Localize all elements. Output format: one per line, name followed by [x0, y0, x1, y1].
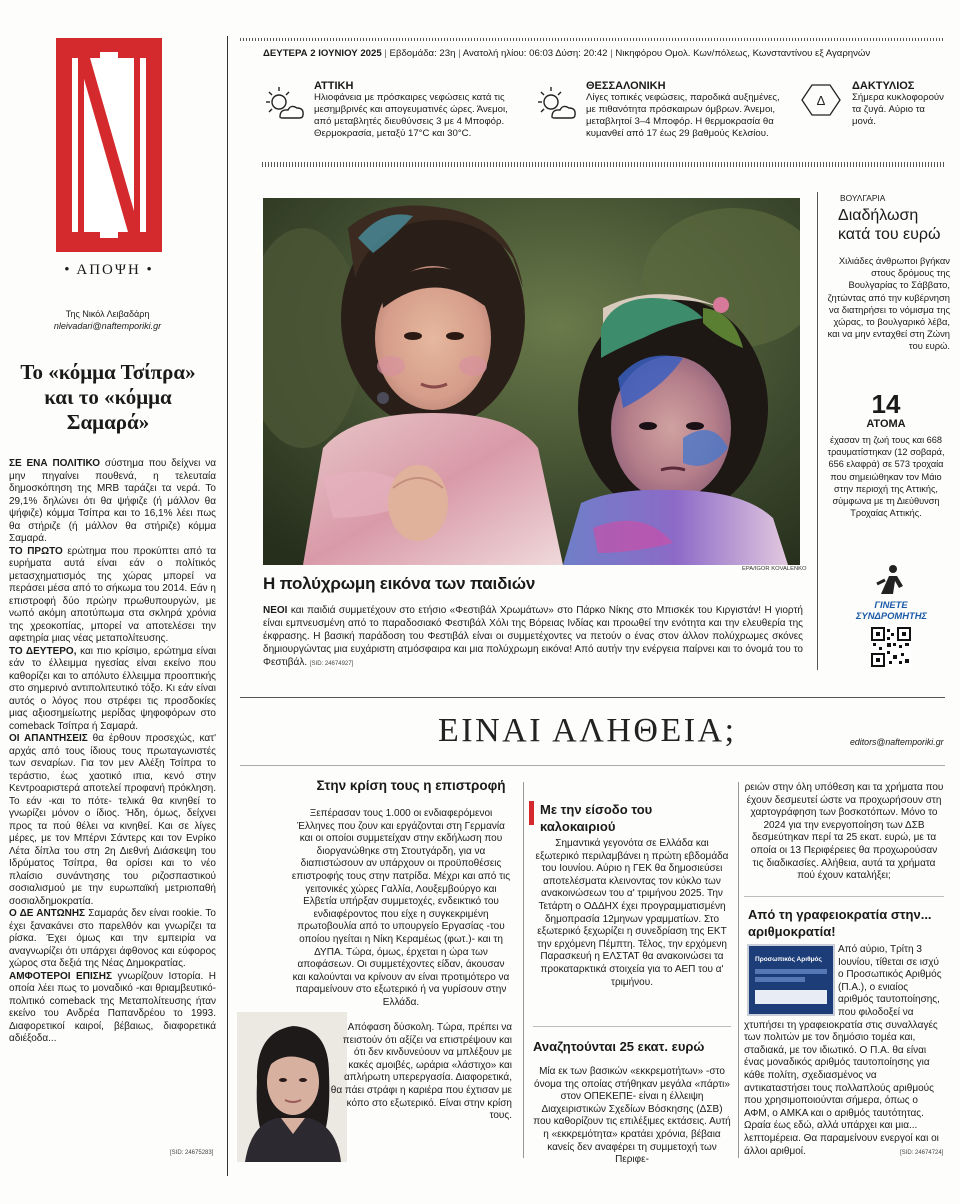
- sun-times: Ανατολή ηλίου: 06:03 Δύση: 20:42: [462, 48, 608, 59]
- truth-email[interactable]: editors@naftemporiki.gr: [850, 737, 944, 747]
- svg-text:Δ: Δ: [816, 93, 826, 108]
- byline-email[interactable]: nleivadari@naftemporiki.gr: [53, 321, 162, 331]
- truth-col2-title2: Αναζητούνται 25 εκατ. ευρώ: [533, 1039, 705, 1054]
- section-label: • ΑΠΟΨΗ •: [64, 262, 154, 278]
- truth-col1-text2: Απόφαση δύσκολη. Τώρα, πρέπει να πειστούν ότι αξίζει να επιστρέψουν και ότι δεν κινδυνεύουν να μπλέξουν με κακές αμοιβές, ωράρια «λάστιχο» και απλήρωτη υπερεργασία. Διαφορετικά, θα πάει στράφι η καριέρα που έχτισαν με κόπο στο εξωτερικό. Είναι στην κρίση τους.: [330, 1022, 512, 1122]
- truth-col3-title: Από τη γραφειοκρατία στην... αριθμοκρατία!: [748, 907, 932, 939]
- stat-block: [826, 390, 946, 519]
- opinion-paragraph: ΣΕ ΕΝΑ ΠΟΛΙΤΙΚΟ σύστημα που δείχνει να μην πηγαίνει πουθενά, η τελευταία δημοσκόπηση της MRB ταράζει τα νερά. Το 29,1% δηλώνει ότι θα ψήφιζε (ή μάλλον θα ψήφιζε) κόμμα Τσίπρα και το 16,1% λέει πως θα στήριζε (ή μάλλον θα στήριζε) κόμμα Σαμαρά.: [9, 458, 216, 544]
- screen-label: Προσωπικός Αριθμός: [755, 956, 822, 963]
- truth-col-divider: [523, 782, 524, 1158]
- section-rule: [240, 697, 945, 698]
- opinion-sid: [SID: 24675283]: [170, 1150, 214, 1156]
- opinion-body: [9, 458, 216, 1046]
- truth-col3-sid: [SID: 24674724]: [900, 1150, 944, 1156]
- weather-region: ΑΤΤΙΚΗ: [314, 80, 354, 92]
- top-dotted-rule: [240, 38, 944, 41]
- sidebar-text: Χιλιάδες άνθρωποι βγήκαν στους δρόμους της Βουλγαρίας το Σάββατο, ζητώντας από την κυβέρνηση να διατηρήσει το νόμισμα της χώρας, το βουλγαρικό λέβα, και να μην ενταχθεί στη Ζώνη του ευρώ.: [827, 255, 950, 352]
- opinion-paragraph: ΤΟ ΔΕΥΤΕΡΟ, και πιο κρίσιμο, ερώτημα είναι εάν το έλλειμμα ηγεσίας είναι εκείνο που καθορίζει και το απόλυτο έλλειμμα προοπτικής στο σημερινό αντιπολιτευτικό τόξο. Κι εάν είναι αυτός ο λόγος που στρέφει τις προσδοκίες μιας αξιοσημείωτης μερίδας ψηφοφόρων στο comeback Τσίπρα ή Σαμαρά.: [9, 645, 216, 732]
- sidebar-title: Διαδήλωση κατά του ευρώ: [838, 207, 941, 243]
- sidebar: [822, 193, 950, 353]
- stat-text: έχασαν τη ζωή τους και 668 τραυματίστηκαν (12 σοβαρά, 656 ελαφρά) σε 573 τροχαία που σημειώθηκαν τον Μάιο στην περιοχή της Αττικής, σύμφωνα με τη Διεύθυνση Τροχαίας Αττικής.: [827, 435, 945, 519]
- opinion-byline: [0, 308, 215, 332]
- section-rule-2: [240, 765, 945, 766]
- subscribe-promo[interactable]: [836, 564, 946, 672]
- column-divider: [227, 36, 228, 1176]
- week: Εβδομάδα: 23η: [389, 48, 456, 59]
- truth-col2-title: Με την είσοδο του καλοκαιριού: [540, 802, 653, 834]
- byline-name: Της Νικόλ Λειβαδάρη: [65, 309, 150, 319]
- truth-col3-text: ρειών στην όλη υπόθεση και τα χρήματα που έχουν δεσμευτεί ώστε να προχωρήσουν στη χαρτογράφηση των βοσκοτόπων. Μόνο το 2024 για την ενεργοποίηση των ΔΣΒ δεσμεύτηκαν περί τα 25 εκατ. ευρώ, με τα οποία οι 13 Περιφέρειες θα προχωρούσαν τις διαδικασίες. Αλήθεια, αυτά τα χρήματα πού έχουν καταλήξει;: [744, 782, 944, 882]
- opinion-paragraph: ΟΙ ΑΠΑΝΤΗΣΕΙΣ θα έρθουν προσεχώς, κατ' αρχάς από τους ίδιους τους πρωταγωνιστές των σεναρίων. Για τον μεν Αλέξη Τσίπρα το τεράστιο, έως χαοτικό ιπια, κενό στην Κεντροαριστερά αποτελεί προφανή πρόκληση. Το εάν -και το πότε- τελικά θα κινηθεί το γνωρίζει μόνον ο ίδιος. Ήδη, όμως, δείχνει προς τα πού θέλει να κινηθεί. Και σε λίγες μέρες, με τον Μπέρνι Σάντερς και τον Ενρίκο Λέτα δίπλα του στη 2η Διεθνή Διάσκεψη του Ιδρύματος Τσίπρα, θα ορίσει και το νέο πλαίσιο συνάντησης του ριζοσπαστικού σοσιαλισμού με την ευρωπαϊκή μετριοπαθή σοσιαλδημοκρατία.: [9, 733, 216, 907]
- weather-text: Λίγες τοπικές νεφώσεις, παροδικά αυξημένες, με πιθανότητα πρόσκαιρων όμβρων. Άνεμοι, μεταβλητοί 3–4 Μποφόρ. Η θερμοκρασία θα κυμανθεί από 17 έως 29 βαθμούς Κελσίου.: [586, 92, 780, 139]
- date-bar: ΔΕΥΤΕΡΑ 2 ΙΟΥΝΙΟΥ 2025 | Εβδομάδα: 23η | Ανατολή ηλίου: 06:03 Δύση: 20:42 | Νικηφόρου Ομολ. Κων/πόλεως, Κωνσταντίνου εξ Αγαρηνών: [263, 48, 871, 59]
- photo-headline: Η πολύχρωμη εικόνα των παιδιών: [263, 574, 536, 593]
- qr-code-icon[interactable]: [871, 627, 911, 667]
- sidebar-kicker: ΒΟΥΛΓΑΡΙΑ: [840, 193, 886, 203]
- photo-credit: EPA/IGOR KOVALENKO: [742, 566, 807, 572]
- truth-col2-text: Σημαντικά γεγονότα σε Ελλάδα και εξωτερικό περιλαμβάνει η πρώτη εβδομάδα του Ιουνίου. Αύριο η ΓΕΚ θα δημοσιεύσει αποτελέσματα κλεινοντας τον κύκλο των ανακοινώσεων του α' τριμήνου 2025. Την Τετάρτη ο ΟΔΔΗΧ έχει προγραμματισμένη δημοπρασία 12μηνων γραμματίων. Στο εξωτερικό ξεχωρίζει η συνεδρίαση της ΕΚΤ την ερχόμενη Πέμπτη. Τέλος, την ερχόμενη Παρασκευή η ΕΛΣΤΑΤ θα ανακοινώσει τα προκαταρκτικά στοιχεία για το ΑΕΠ του α' τριμήνου.: [535, 838, 729, 988]
- weather-region: ΘΕΣΣΑΛΟΝΙΚΗ: [586, 80, 666, 92]
- opinion-paragraph: ΤΟ ΠΡΩΤΟ ερώτημα που προκύπτει από τα ευρήματα αυτά είναι εάν ο πολίτικός μετασχηματισμός της χώρας μπορεί να περάσει μέσα από το σήκωμα του 2014. Εάν η επιστροφή δύο πρώην πρωθυπουργών, με νωπό ακόμη αποτύπωμα στα σκληρά χρόνια της χρεοκοπίας, μπορεί να αποτελέσει την αφετηρία μιας νέας μεταπολίτευσης.: [9, 545, 216, 644]
- truth-col2-text2: Μία εκ των βασικών «εκκρεμοτήτων» -στο όνομα της οποίας στήθηκαν μεγάλα «πάρτι» στον ΟΠΕΚΕΠΕ- είναι η έλλειψη Διαχειριστικών Σχεδίων Βόσκησης (ΔΣΒ) που καθορίζουν τις επιλέξιμες εκτάσεις. Αυτή η «εκκρεμότητα» κρατάει χρόνια, βέβαια κανείς δεν αναφέρει τη συμμετοχή των Περιφε-: [533, 1066, 731, 1166]
- truth-logo: ΕΙΝΑΙ ΑΛΗΘΕΙΑ;: [438, 712, 737, 749]
- stat-number: 14: [871, 389, 901, 419]
- truth-col1-text: Ξεπέρασαν τους 1.000 οι ενδιαφερόμενοι Έλληνες που ζουν και εργάζονται στη Γερμανία και οι οποίοι συμμετείχαν στην εκδήλωση που διοργανώθηκε στη Στουτγάρδη, για να διαπιστώσουν αν υπάρχουν οι προϋποθέσεις επιστροφής τους στην πατρίδα. Μέχρι και από τις γειτονικές χώρες Γαλλία, Λουξεμβούργο και Ελβετία υπήρξαν συμμετοχές, ενδεικτικό του ενδιαφέροντος που είχε η συγκεκριμένη πρωτοβουλία από το υπουργείο Εργασίας -του οποίου ηγείται η Νίκη Κεραμέως (φωτ.)- και τη ΔΥΠΑ. Τώρα, όμως, έρχεται η ώρα των αποφάσεων. Οι συμμετέχοντες είδαν, άκουσαν και καλούνται να κρίνουν αν είναι προτιμότερο να παραμείνουν στο εξωτερικό ή να γυρίσουν στην Ελλάδα.: [291, 808, 511, 1008]
- partly-cloudy-icon: [534, 84, 578, 124]
- photo-sid: [SID: 24674927]: [309, 661, 354, 667]
- col2-red-marker: [529, 801, 534, 825]
- weather-text: Ηλιοφάνεια με πρόσκαιρες νεφώσεις κατά τις μεσημβρινές και απογευματινές ώρες. Άνεμοι, από μεταβλητές διευθύνσεις 3 με 4 Μποφόρ. Θερμοκρασία, μεταξύ 17°C και 30°C.: [314, 92, 508, 139]
- opinion-title: Το «κόμμα Τσίπρα» και το «κόμμα Σαμαρά»: [20, 360, 196, 434]
- opinion-paragraph: ΑΜΦΟΤΕΡΟΙ ΕΠΙΣΗΣ γνωρίζουν Ιστορία. Η οποία λέει πως το μοναδικό -και θριαμβευτικό- πολιτικό comeback της Μεταπολίτευσης ήταν εκείνο του Ανδρέα Παπανδρέου το 1993. Διαφορετικοί καιροί, βέβαιως, διαφορετικά αδιέξοδα...: [9, 970, 216, 1044]
- truth-col1-title: Στην κρίση τους η επιστροφή: [316, 778, 506, 793]
- festival-photo: [263, 198, 800, 565]
- sidebar-divider: [817, 192, 818, 670]
- truth-col-divider-2: [738, 782, 739, 1158]
- name-days: Νικηφόρου Ομολ. Κων/πόλεως, Κωνσταντίνου εξ Αγαρηνών: [615, 48, 871, 59]
- col3-body: Από αύριο, Τρίτη 3 Ιουνίου, τίθεται σε ισχύ ο Προσωπικός Αριθμός (Π.Α.), ο ενιαίος αριθμός ταυτοποίησης, που φιλοδοξεί να χτυπήσει τη γραφειοκρατία στις συναλλαγές των πολιτών με τον δημόσιο τομέα και, σταδιακά, με τον ιδιωτικό. Ο Π.Α. θα είναι ένας μοναδικός αριθμός ταυτοποίησης για κάθε πολίτη, σχεδιασμένος να αντικαταστήσει τους πολλαπλούς αριθμούς που χρησιμοποιούνται σήμερα, όπως ο ΑΦΜ, ο ΑΜΚΑ και ο αριθμός ταυτότητας. Ωραία έως εδώ, αλλά υπάρχει και μια... λεπτομέρεια. Θα παραμείνουν ενεργοί και οι άλλοι αριθμοί.: [744, 944, 942, 1157]
- weather-dotted-rule: [262, 162, 944, 167]
- photo-caption: ΝΕΟΙ και παιδιά συμμετέχουν στο ετήσιο «Φεστιβάλ Χρωμάτων» στο Πάρκο Νίκης στο Μπισκέκ του Κιργιστάν! Η γιορτή είναι εμπνευσμένη από το παραδοσιακό Φεστιβάλ Χόλι της Βόρειας Ινδίας και προωθεί την ενότητα και την ελευθερία της έκφρασης. Η βασική παράδοση του Φεστιβάλ είναι οι συμμετέχοντες να πετούν ο ένας στον άλλον πολύχρωμες σκόνες δημιουργώντας μια ευχάριστη ατμόσφαιρα και μια πολύχρωμη εικόνα! Από αυτήν την ενέργεια παίρνει και το όνομά του το Φεστιβάλ. [SID: 24674927]: [263, 605, 803, 668]
- partly-cloudy-icon: [262, 84, 306, 124]
- stat-label: ΑΤΟΜΑ: [866, 418, 906, 430]
- weather-region: ΔΑΚΤΥΛΙΟΣ: [852, 80, 915, 92]
- opinion-paragraph: Ο ΔΕ ΑΝΤΩΝΗΣ Σαμαράς δεν είναι rookie. Το έχει ξανακάνει στο παρελθόν και γνωρίζει τα ρίσκα. Έχει όμως και την εμπειρία να αναγνωρίζει ότι υπάρχει άφθονος και εύφορος χώρος στα δεξιά της Νέας Δημοκρατίας.: [9, 908, 216, 969]
- n-logo-icon: [56, 38, 162, 252]
- masthead-logo: [56, 38, 162, 252]
- subscribe-label[interactable]: ΓΙΝΕΤΕ ΣΥΝΔΡΟΜΗΤΗΣ: [856, 599, 928, 621]
- person-icon: [871, 564, 911, 594]
- traffic-ring-icon: [800, 82, 842, 118]
- date: ΔΕΥΤΕΡΑ 2 ΙΟΥΝΙΟΥ 2025: [263, 48, 382, 59]
- col2-rule: [533, 1026, 731, 1027]
- children-photo: [263, 198, 800, 565]
- weather-text: Σήμερα κυκλοφορούν τα ζυγά. Αύριο τα μονά.: [852, 92, 944, 127]
- col3-rule: [744, 896, 944, 897]
- truth-col3-text2: [744, 944, 944, 1158]
